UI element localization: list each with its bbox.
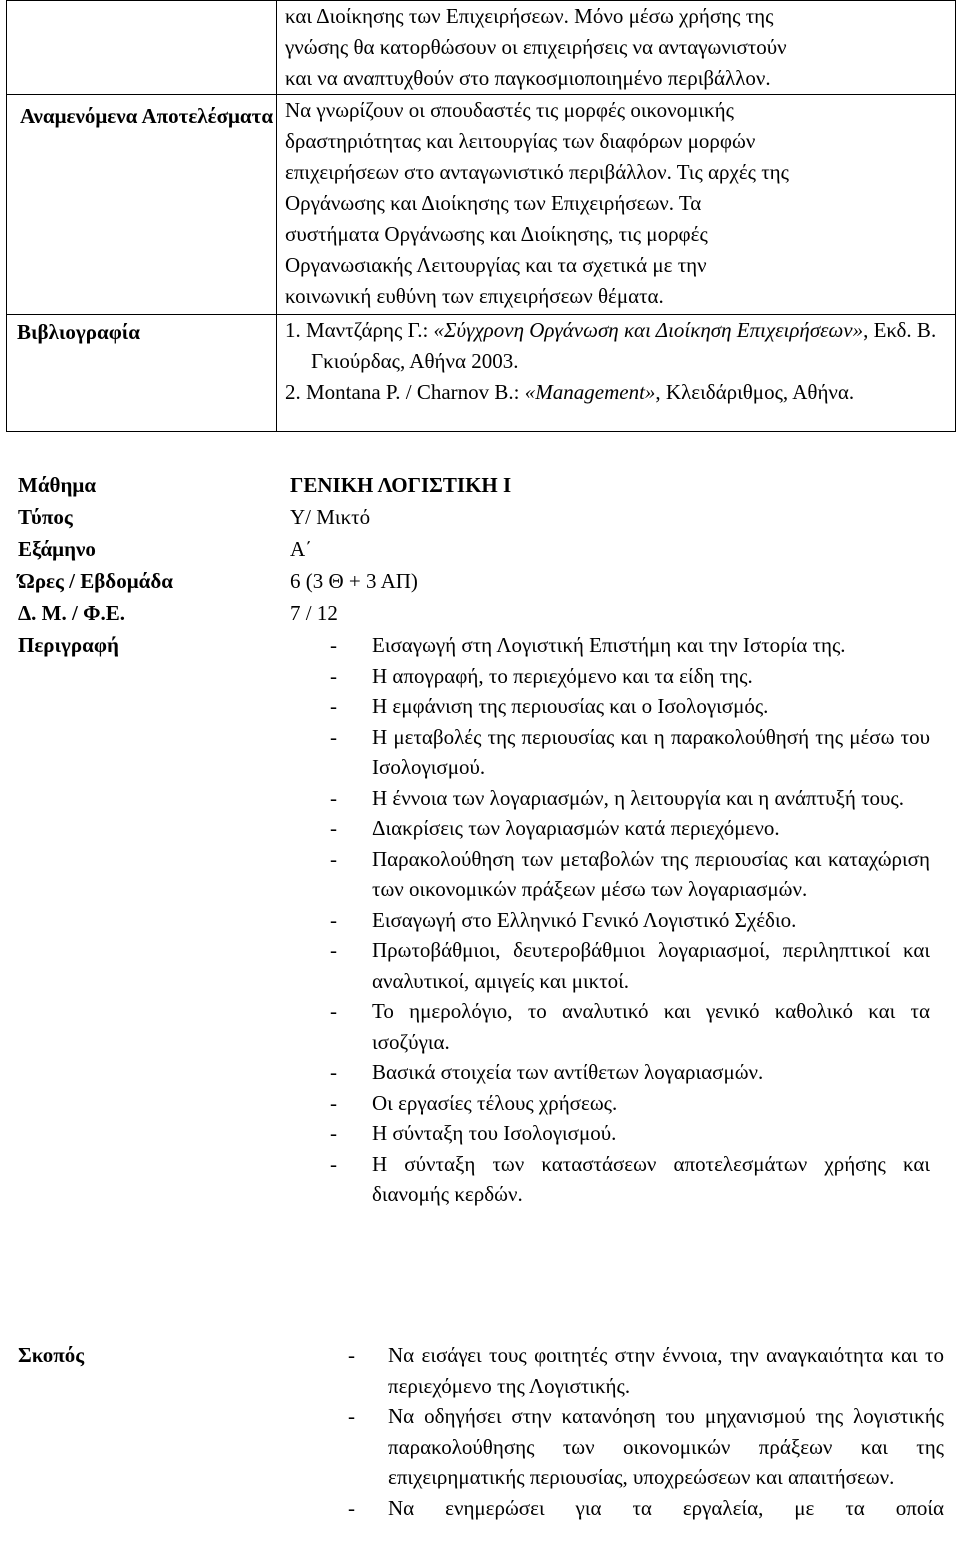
subject-label: Μάθημα	[18, 473, 97, 497]
bibliography-row	[7, 315, 956, 432]
intro-label-cell	[7, 1, 277, 95]
outcomes-cell	[277, 95, 956, 315]
intro-line: γνώσης θα κατορθώσουν οι επιχειρήσεις να ανταγωνιστούν	[285, 35, 787, 59]
purpose-item: - Να οδηγήσει στην κατανόηση του μηχανισμού της λογιστικής παρακολούθησης των οικονομικών πράξεων και της επιχειρηματικής περιουσίας, υποχρεώσεων και απαιτήσεων.	[348, 1401, 944, 1493]
intro-row	[7, 1, 956, 95]
description-item: - Εισαγωγή στη Λογιστική Επιστήμη και την Ιστορία της.	[330, 630, 930, 661]
description-item: - Πρωτοβάθμιοι, δευτεροβάθμιοι λογαριασμοί, περιληπτικοί και αναλυτικοί, αμιγείς και μικτοί.	[330, 935, 930, 996]
description-item: - Η μεταβολές της περιουσίας και η παρακολούθησή της μέσω του Ισολογισμού.	[330, 722, 930, 783]
outcomes-line: κοινωνική ευθύνη των επιχειρήσεων θέματα.	[285, 284, 664, 308]
bib-rest: , Εκδ. Β. Γκιούρδας, Αθήνα 2003.	[311, 318, 937, 373]
bibliography-list	[285, 315, 945, 408]
description-item: - Βασικά στοιχεία των αντίθετων λογαριασμών.	[330, 1057, 930, 1088]
bibliography-item: 1. Μαντζάρης Γ.: «Σύγχρονη Οργάνωση και Διοίκηση Επιχειρήσεων», Εκδ. Β. Γκιούρδας, Αθήνα 2003.	[285, 318, 937, 373]
outcomes-line: συστήματα Οργάνωσης και Διοίκησης, τις μορφές	[285, 222, 708, 246]
description-item: - Η σύνταξη του Ισολογισμού.	[330, 1118, 930, 1149]
subject-value: ΓΕΝΙΚΗ ΛΟΓΙΣΤΙΚΗ Ι	[290, 473, 512, 497]
purpose-list	[348, 1340, 944, 1523]
semester-label: Εξάμηνο	[18, 537, 96, 561]
type-value: Υ/ Μικτό	[290, 505, 371, 529]
description-item: - Η έννοια των λογαριασμών, η λειτουργία και η ανάπτυξή τους.	[330, 783, 930, 814]
bibliography-item: 2. Montana P. / Charnov B.: «Management», Κλειδάριθμος, Αθήνα.	[285, 380, 855, 404]
description-item: - Το ημερολόγιο, το αναλυτικό και γενικό καθολικό και τα ισοζύγια.	[330, 996, 930, 1057]
intro-line: και να αναπτυχθούν στο παγκοσμιοποιημένο περιβάλλον.	[285, 66, 771, 90]
description-item: - Η εμφάνιση της περιουσίας και ο Ισολογισμός.	[330, 691, 930, 722]
outcomes-line: δραστηριότητας και λειτουργίας των διαφόρων μορφών	[285, 129, 756, 153]
hours-label: Ώρες / Εβδομάδα	[18, 569, 173, 593]
bib-author: Μαντζάρης Γ.	[306, 318, 423, 342]
description-item: - Η απογραφή, το περιεχόμενο και τα είδη της.	[330, 661, 930, 692]
description-list	[330, 630, 930, 1210]
semester-value: Α΄	[290, 537, 313, 561]
bib-num: 2.	[285, 380, 301, 404]
bibliography-cell	[277, 315, 956, 432]
outcomes-line: Οργανωσιακής Λειτουργίας και τα σχετικά με την	[285, 253, 707, 277]
intro-line: και Διοίκησης των Επιχειρήσεων. Μόνο μέσω χρήσης της	[285, 4, 774, 28]
outcomes-line: επιχειρήσεων στο ανταγωνιστικό περιβάλλον. Τις αρχές της	[285, 160, 789, 184]
bib-title: «Management»	[524, 380, 656, 404]
description-item: - Παρακολούθηση των μεταβολών της περιουσίας και καταχώριση των οικονομικών πράξεων μέσω των λογαριασμών.	[330, 844, 930, 905]
description-item: - Η σύνταξη των καταστάσεων αποτελεσμάτων χρήσης και διανομής κερδών.	[330, 1149, 930, 1210]
outcomes-line: Οργάνωσης και Διοίκησης των Επιχειρήσεων. Τα	[285, 191, 702, 215]
description-item: - Εισαγωγή στο Ελληνικό Γενικό Λογιστικό Σχέδιο.	[330, 905, 930, 936]
bib-num: 1.	[285, 318, 301, 342]
bib-author: Montana P. / Charnov B.	[306, 380, 514, 404]
outcomes-line: Να γνωρίζουν οι σπουδαστές τις μορφές οικονομικής	[285, 98, 734, 122]
purpose-label: Σκοπός	[18, 1343, 85, 1367]
purpose-item: - Να εισάγει τους φοιτητές στην έννοια, την αναγκαιότητα και το περιεχόμενο της Λογιστικής.	[348, 1340, 944, 1401]
outcomes-label: Αναμενόμενα Αποτελέσματα	[7, 95, 277, 315]
purpose-item: - Να ενημερώσει για τα εργαλεία, με τα οποία	[348, 1493, 944, 1524]
description-item: - Οι εργασίες τέλους χρήσεως.	[330, 1088, 930, 1119]
bib-rest: , Κλειδάριθμος, Αθήνα.	[655, 380, 855, 404]
units-value: 7 / 12	[290, 601, 338, 625]
bibliography-label: Βιβλιογραφία	[7, 315, 277, 432]
units-label: Δ. Μ. / Φ.Ε.	[18, 601, 125, 625]
description-label: Περιγραφή	[18, 633, 119, 657]
description-item: - Διακρίσεις των λογαριασμών κατά περιεχόμενο.	[330, 813, 930, 844]
course-info-table	[6, 0, 956, 432]
hours-value: 6 (3 Θ + 3 ΑΠ)	[290, 569, 418, 593]
outcomes-row	[7, 95, 956, 315]
type-label: Τύπος	[18, 505, 73, 529]
bib-title: «Σύγχρονη Οργάνωση και Διοίκηση Επιχειρήσεων»	[433, 318, 864, 342]
intro-cell	[277, 1, 956, 95]
